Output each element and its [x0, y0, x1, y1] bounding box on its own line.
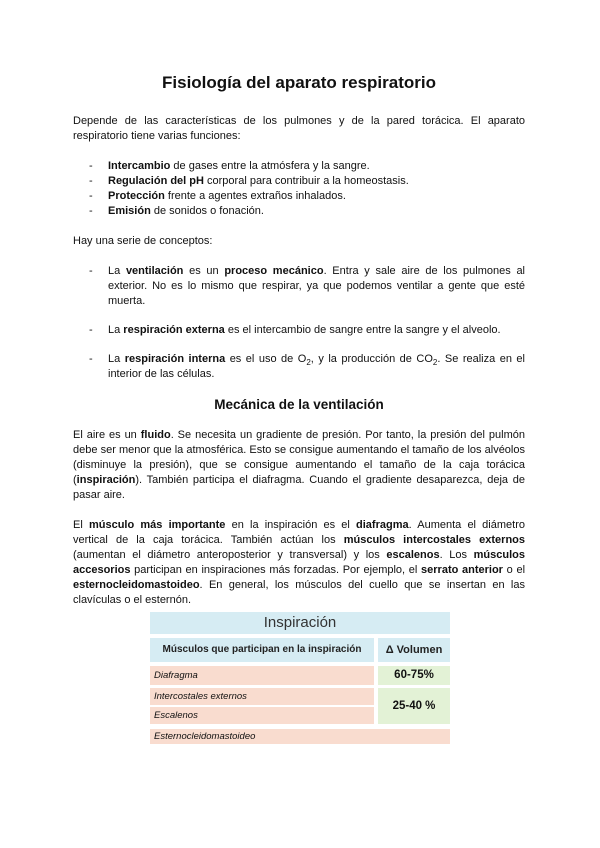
table-header — [150, 638, 450, 662]
muscle-cell: Diafragma — [150, 666, 374, 685]
intro-paragraph: Depende de las características de los pulmones y de la pared torácica. El aparato respiratorio tiene varias funciones: — [73, 115, 525, 142]
concept-respiracion-externa: - La respiración externa es el intercambio de sangre entre la sangre y el alveolo. — [73, 323, 525, 338]
table-row — [150, 666, 450, 685]
paragraph-musculos: El músculo más importante en la inspiración es el diafragma. Aumenta el diámetro vertical de la caja torácica. También actúan los músculos intercostales externos (aumentan el diámetro anteroposterior y transversal) y los escalenos. Los músculos accesorios participan en inspiraciones más forzadas. Por ejemplo, el serrato anterior o el esternocleidomastoideo. En general, los músculos del cuello que se insertan en las clavículas o el esternón. — [73, 519, 526, 606]
section-title: Mecánica de la ventilación — [214, 397, 384, 412]
inspiration-table — [150, 612, 450, 744]
column-header-muscles: Músculos que participan en la inspiración — [150, 638, 374, 662]
table-row — [150, 688, 450, 726]
volume-cell: 25-40 % — [378, 688, 450, 724]
list-item: - Intercambio de gases entre la atmósfera y la sangre. — [73, 159, 525, 174]
column-header-volume: Δ Volumen — [378, 638, 450, 662]
paragraph-fluido: El aire es un fluido. Se necesita un gradiente de presión. Por tanto, la presión del pulmón debe ser menor que la atmosférica. Esto se consigue aumentando el tamaño de los alvéolos (disminuye la presión), que se consigue aumentando el tamaño de la caja torácica (inspiración). También participa el diafragma. Cuando el gradiente desaparezca, deja de pasar aire. — [73, 429, 525, 501]
muscle-cell: Esternocleidomastoideo — [150, 729, 450, 744]
list-item: - Regulación del pH corporal para contribuir a la homeostasis. — [73, 174, 525, 189]
muscle-cell: Escalenos — [150, 707, 374, 724]
list-item: - Emisión de sonidos o fonación. — [73, 204, 525, 219]
concepts-intro: Hay una serie de conceptos: — [73, 235, 213, 247]
concept-ventilacion: - La ventilación es un proceso mecánico. Entra y sale aire de los pulmones al exterior. No es lo mismo que respirar, ya que podemos ventilar a gente que esté muerta. — [73, 264, 525, 309]
concepts-list — [73, 264, 525, 382]
concept-respiracion-interna: - La respiración interna es el uso de $O_2$, y la producción de $CO_2$. Se realiza en el interior de las células. — [73, 352, 525, 382]
table-title: Inspiración — [150, 612, 450, 634]
document-page — [73, 72, 525, 608]
list-item: - Protección frente a agentes extraños inhalados. — [73, 189, 525, 204]
volume-cell: 60-75% — [378, 666, 450, 685]
functions-list — [73, 159, 525, 219]
muscle-cell: Intercostales externos — [150, 688, 374, 705]
page-title: Fisiología del aparato respiratorio — [162, 73, 436, 92]
